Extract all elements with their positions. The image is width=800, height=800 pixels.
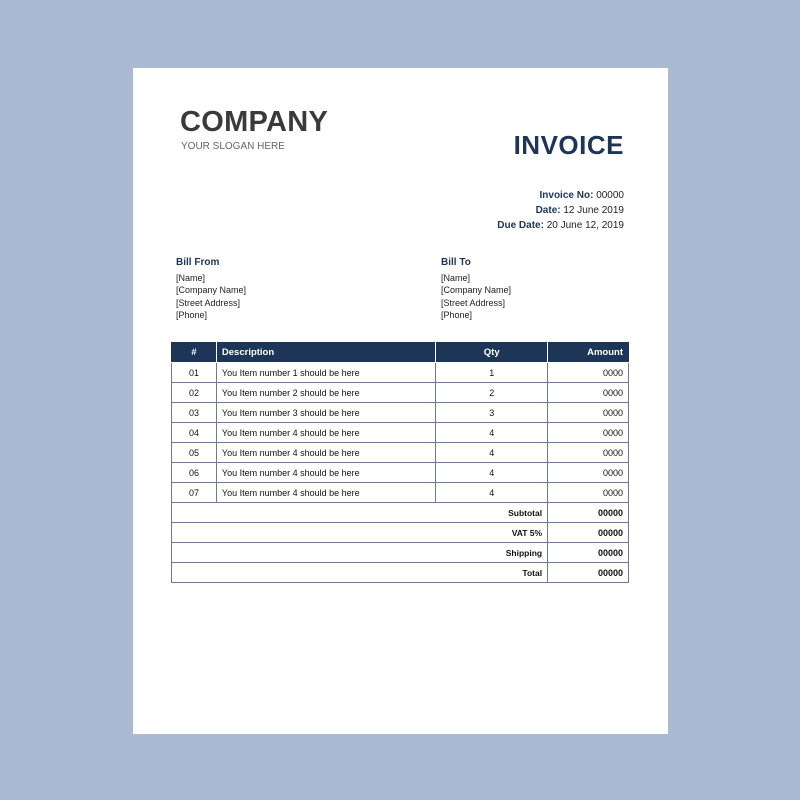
bill-to-heading: Bill To bbox=[441, 257, 471, 268]
invoice-number-line bbox=[497, 188, 624, 203]
bill-to-company: [Company Name] bbox=[441, 285, 512, 295]
row-description: You Item number 4 should be here bbox=[216, 443, 435, 463]
bill-from-address: [Street Address] bbox=[176, 297, 241, 308]
summary-row-subtotal bbox=[172, 503, 629, 523]
row-amount: 0000 bbox=[548, 403, 629, 423]
bill-to-phone: [Phone] bbox=[441, 310, 473, 320]
invoice-meta bbox=[497, 188, 624, 233]
table-row bbox=[172, 463, 629, 483]
bill-from-phone: [Phone] bbox=[176, 310, 208, 320]
row-amount: 0000 bbox=[548, 383, 629, 403]
bill-from-heading: Bill From bbox=[176, 257, 220, 268]
items-table bbox=[171, 342, 629, 583]
row-description: You Item number 3 should be here bbox=[216, 403, 435, 423]
row-qty: 4 bbox=[436, 483, 548, 503]
header-amount: Amount bbox=[548, 343, 629, 363]
vat-label: VAT 5% bbox=[172, 523, 548, 543]
bill-from-name: [Name] bbox=[176, 272, 206, 283]
table-row bbox=[172, 443, 629, 463]
row-amount: 0000 bbox=[548, 443, 629, 463]
summary-row-vat bbox=[172, 523, 629, 543]
total-label: Total bbox=[172, 563, 548, 583]
invoice-title: INVOICE bbox=[513, 130, 624, 160]
header-qty: Qty bbox=[436, 343, 548, 363]
table-row bbox=[172, 383, 629, 403]
company-name: COMPANY bbox=[180, 106, 329, 138]
total-value: 00000 bbox=[548, 563, 629, 583]
row-description: You Item number 4 should be here bbox=[216, 463, 435, 483]
row-amount: 0000 bbox=[548, 463, 629, 483]
subtotal-label: Subtotal bbox=[172, 503, 548, 523]
header-description: Description bbox=[216, 343, 435, 363]
row-qty: 3 bbox=[436, 403, 548, 423]
row-qty: 2 bbox=[436, 383, 548, 403]
row-amount: 0000 bbox=[548, 363, 629, 383]
row-qty: 1 bbox=[436, 363, 548, 383]
row-num: 03 bbox=[172, 403, 217, 423]
bill-from-block bbox=[176, 257, 246, 322]
bill-to-address: [Street Address] bbox=[441, 297, 506, 308]
row-qty: 4 bbox=[436, 423, 548, 443]
invoice-date-label: Date: bbox=[535, 205, 561, 216]
invoice-due-label: Due Date: bbox=[497, 220, 544, 231]
bill-from-company: [Company Name] bbox=[176, 285, 247, 295]
bill-to-name: [Name] bbox=[441, 272, 471, 283]
invoice-due-date: 20 June 12, 2019 bbox=[546, 220, 624, 231]
row-num: 06 bbox=[172, 463, 217, 483]
row-num: 02 bbox=[172, 383, 217, 403]
row-description: You Item number 4 should be here bbox=[216, 423, 435, 443]
vat-value: 00000 bbox=[548, 523, 629, 543]
invoice-date-line bbox=[497, 203, 624, 218]
row-num: 04 bbox=[172, 423, 217, 443]
row-qty: 4 bbox=[436, 443, 548, 463]
shipping-label: Shipping bbox=[172, 543, 548, 563]
row-num: 01 bbox=[172, 363, 217, 383]
summary-row-total bbox=[172, 563, 629, 583]
header-num: # bbox=[172, 343, 217, 363]
shipping-value: 00000 bbox=[548, 543, 629, 563]
invoice-number-label: Invoice No: bbox=[539, 190, 594, 201]
row-num: 05 bbox=[172, 443, 217, 463]
table-row bbox=[172, 363, 629, 383]
table-row bbox=[172, 403, 629, 423]
table-row bbox=[172, 423, 629, 443]
invoice-sheet bbox=[133, 68, 668, 734]
company-slogan: YOUR SLOGAN HERE bbox=[181, 141, 285, 152]
bill-to-block bbox=[441, 257, 511, 322]
summary-row-shipping bbox=[172, 543, 629, 563]
invoice-number: 00000 bbox=[596, 190, 624, 201]
row-qty: 4 bbox=[436, 463, 548, 483]
table-header-row bbox=[172, 343, 629, 363]
row-num: 07 bbox=[172, 483, 217, 503]
table-row bbox=[172, 483, 629, 503]
invoice-due-line bbox=[497, 218, 624, 233]
row-amount: 0000 bbox=[548, 483, 629, 503]
subtotal-value: 00000 bbox=[548, 503, 629, 523]
row-amount: 0000 bbox=[548, 423, 629, 443]
invoice-date: 12 June 2019 bbox=[563, 205, 624, 216]
row-description: You Item number 2 should be here bbox=[216, 383, 435, 403]
row-description: You Item number 1 should be here bbox=[216, 363, 435, 383]
row-description: You Item number 4 should be here bbox=[216, 483, 435, 503]
